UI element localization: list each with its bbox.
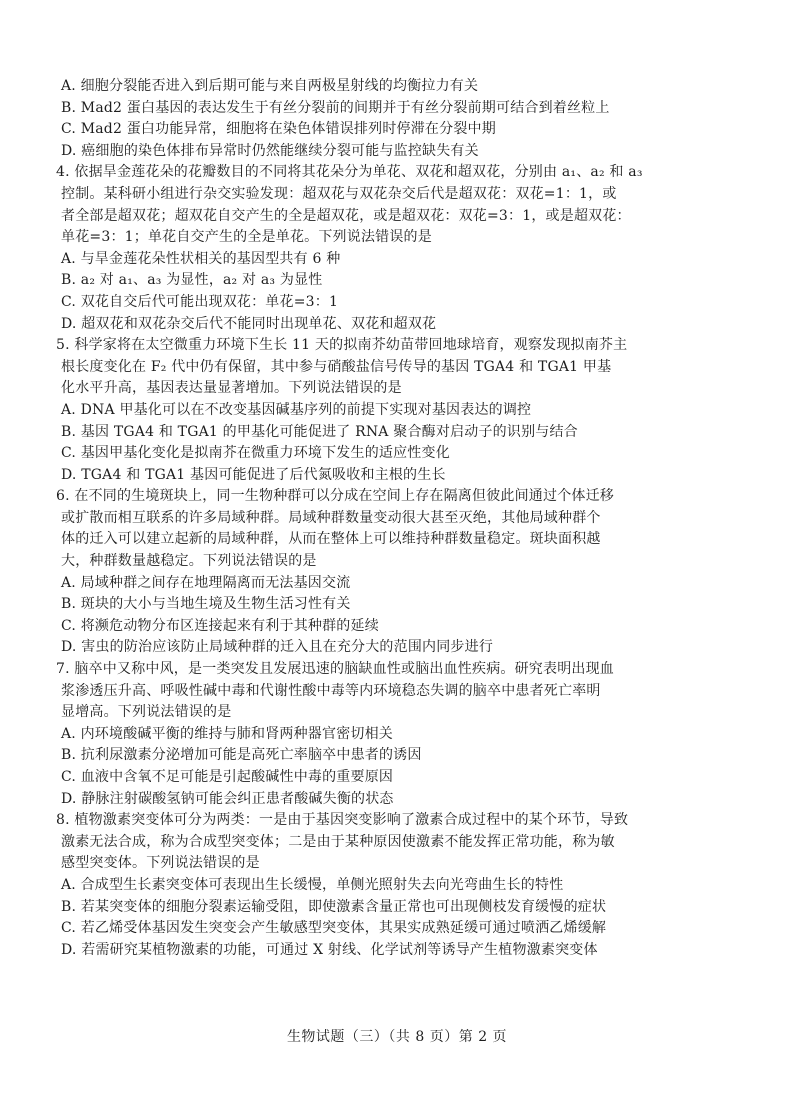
answer-option: A. 合成型生长素突变体可表现出生长缓慢，单侧光照射失去向光弯曲生长的特性 bbox=[61, 876, 564, 893]
question-stem-continued: 大，种群数量越稳定。下列说法错误的是 bbox=[61, 553, 317, 570]
question-stem: 4. 依据旱金莲花朵的花瓣数目的不同将其花朵分为单花、双花和超双花，分别由 a₁、a₂ 和 a₃ bbox=[56, 164, 643, 181]
answer-option: C. 双花自交后代可能出现双花：单花=3：1 bbox=[61, 293, 339, 310]
question-stem-continued: 单花=3：1；单花自交产生的全是单花。下列说法错误的是 bbox=[61, 229, 432, 246]
answer-option: B. Mad2 蛋白基因的表达发生于有丝分裂前的间期并于有丝分裂前期可结合到着丝粒上 bbox=[61, 99, 610, 116]
answer-option: D. 超双花和双花杂交后代不能同时出现单花、双花和超双花 bbox=[61, 315, 437, 332]
answer-option: B. 抗利尿激素分泌增加可能是高死亡率脑卒中患者的诱因 bbox=[61, 747, 422, 764]
answer-option: A. DNA 甲基化可以在不改变基因碱基序列的前提下实现对基因表达的调控 bbox=[61, 401, 532, 418]
answer-option: C. 若乙烯受体基因发生突变会产生敏感型突变体，其果实成熟延缓可通过喷洒乙烯缓解 bbox=[61, 920, 607, 937]
answer-option: D. 若需研究某植物激素的功能，可通过 X 射线、化学试剂等诱导产生植物激素突变体 bbox=[61, 941, 598, 958]
answer-option: B. 若某突变体的细胞分裂素运输受阻，即使激素含量正常也可出现侧枝发育缓慢的症状 bbox=[61, 898, 607, 915]
answer-option: C. 将濒危动物分布区连接起来有利于其种群的延续 bbox=[61, 617, 379, 634]
answer-option: A. 内环境酸碱平衡的维持与肺和肾两种器官密切相关 bbox=[61, 725, 394, 742]
answer-option: C. 基因甲基化变化是拟南芥在微重力环境下发生的适应性变化 bbox=[61, 445, 450, 462]
answer-option: B. 斑块的大小与当地生境及生物生活习性有关 bbox=[61, 596, 351, 613]
question-stem-continued: 浆渗透压升高、呼吸性碱中毒和代谢性酸中毒等内环境稳态失调的脑卒中患者死亡率明 bbox=[61, 682, 601, 699]
question-stem-continued: 激素无法合成，称为合成型突变体；二是由于某种原因使激素不能发挥正常功能，称为敏 bbox=[61, 833, 615, 850]
question-stem-continued: 者全部是超双花；超双花自交产生的全是超双花，或是超双花：双花=3：1，或是超双花： bbox=[61, 207, 631, 224]
answer-option: D. TGA4 和 TGA1 基因可能促进了后代氮吸收和主根的生长 bbox=[61, 466, 446, 483]
answer-option: C. 血液中含氧不足可能是引起酸碱性中毒的重要原因 bbox=[61, 769, 394, 785]
page-footer: 生物试题（三）（共 8 页）第 2 页 bbox=[286, 1029, 508, 1045]
question-stem-continued: 控制。某科研小组进行杂交实验发现：超双花与双花杂交后代是超双花：双花=1：1，或 bbox=[61, 185, 617, 202]
answer-option: B. a₂ 对 a₁、a₃ 为显性，a₂ 对 a₃ 为显性 bbox=[61, 272, 323, 289]
question-text-block bbox=[56, 76, 776, 961]
question-stem-continued: 根长度变化在 F₂ 代中仍有保留，其中参与硝酸盐信号传导的基因 TGA4 和 TGA1 甲基 bbox=[61, 358, 612, 375]
question-stem: 5. 科学家将在太空微重力环境下生长 11 天的拟南芥幼苗带回地球培育，观察发现拟南芥主 bbox=[56, 337, 628, 354]
question-stem-continued: 或扩散而相互联系的许多局域种群。局域种群数量变动很大甚至灭绝，其他局域种群个 bbox=[61, 509, 601, 526]
answer-option: D. 静脉注射碳酸氢钠可能会纠正患者酸碱失衡的状态 bbox=[61, 790, 394, 807]
answer-option: A. 局域种群之间存在地理隔离而无法基因交流 bbox=[61, 574, 351, 591]
question-stem: 6. 在不同的生境斑块上，同一生物种群可以分成在空间上存在隔离但彼此间通过个体迁移 bbox=[56, 488, 615, 505]
question-stem: 7. 脑卒中又称中风，是一类突发且发展迅速的脑缺血性或脑出血性疾病。研究表明出现血 bbox=[56, 661, 615, 678]
question-stem-continued: 化水平升高，基因表达量显著增加。下列说法错误的是 bbox=[61, 380, 402, 397]
answer-option: D. 害虫的防治应该防止局域种群的迁入且在充分大的范围内同步进行 bbox=[61, 639, 494, 656]
answer-option: A. 细胞分裂能否进入到后期可能与来自两极星射线的均衡拉力有关 bbox=[61, 78, 479, 94]
question-stem-continued: 感型突变体。下列说法错误的是 bbox=[61, 855, 260, 872]
question-stem-continued: 显增高。下列说法错误的是 bbox=[61, 704, 232, 721]
question-stem-continued: 体的迁入可以建立起新的局域种群，从而在整体上可以维持种群数量稳定。斑块面积越 bbox=[61, 531, 601, 548]
answer-option: B. 基因 TGA4 和 TGA1 的甲基化可能促进了 RNA 聚合酶对启动子的识别与结合 bbox=[61, 423, 578, 440]
answer-option: D. 癌细胞的染色体排布异常时仍然能继续分裂可能与监控缺失有关 bbox=[61, 142, 479, 159]
question-stem: 8. 植物激素突变体可分为两类：一是由于基因突变影响了激素合成过程中的某个环节，导致 bbox=[56, 812, 629, 829]
answer-option: A. 与旱金莲花朵性状相关的基因型共有 6 种 bbox=[61, 250, 341, 267]
answer-option: C. Mad2 蛋白功能异常，细胞将在染色体错误排列时停滞在分裂中期 bbox=[61, 121, 496, 138]
